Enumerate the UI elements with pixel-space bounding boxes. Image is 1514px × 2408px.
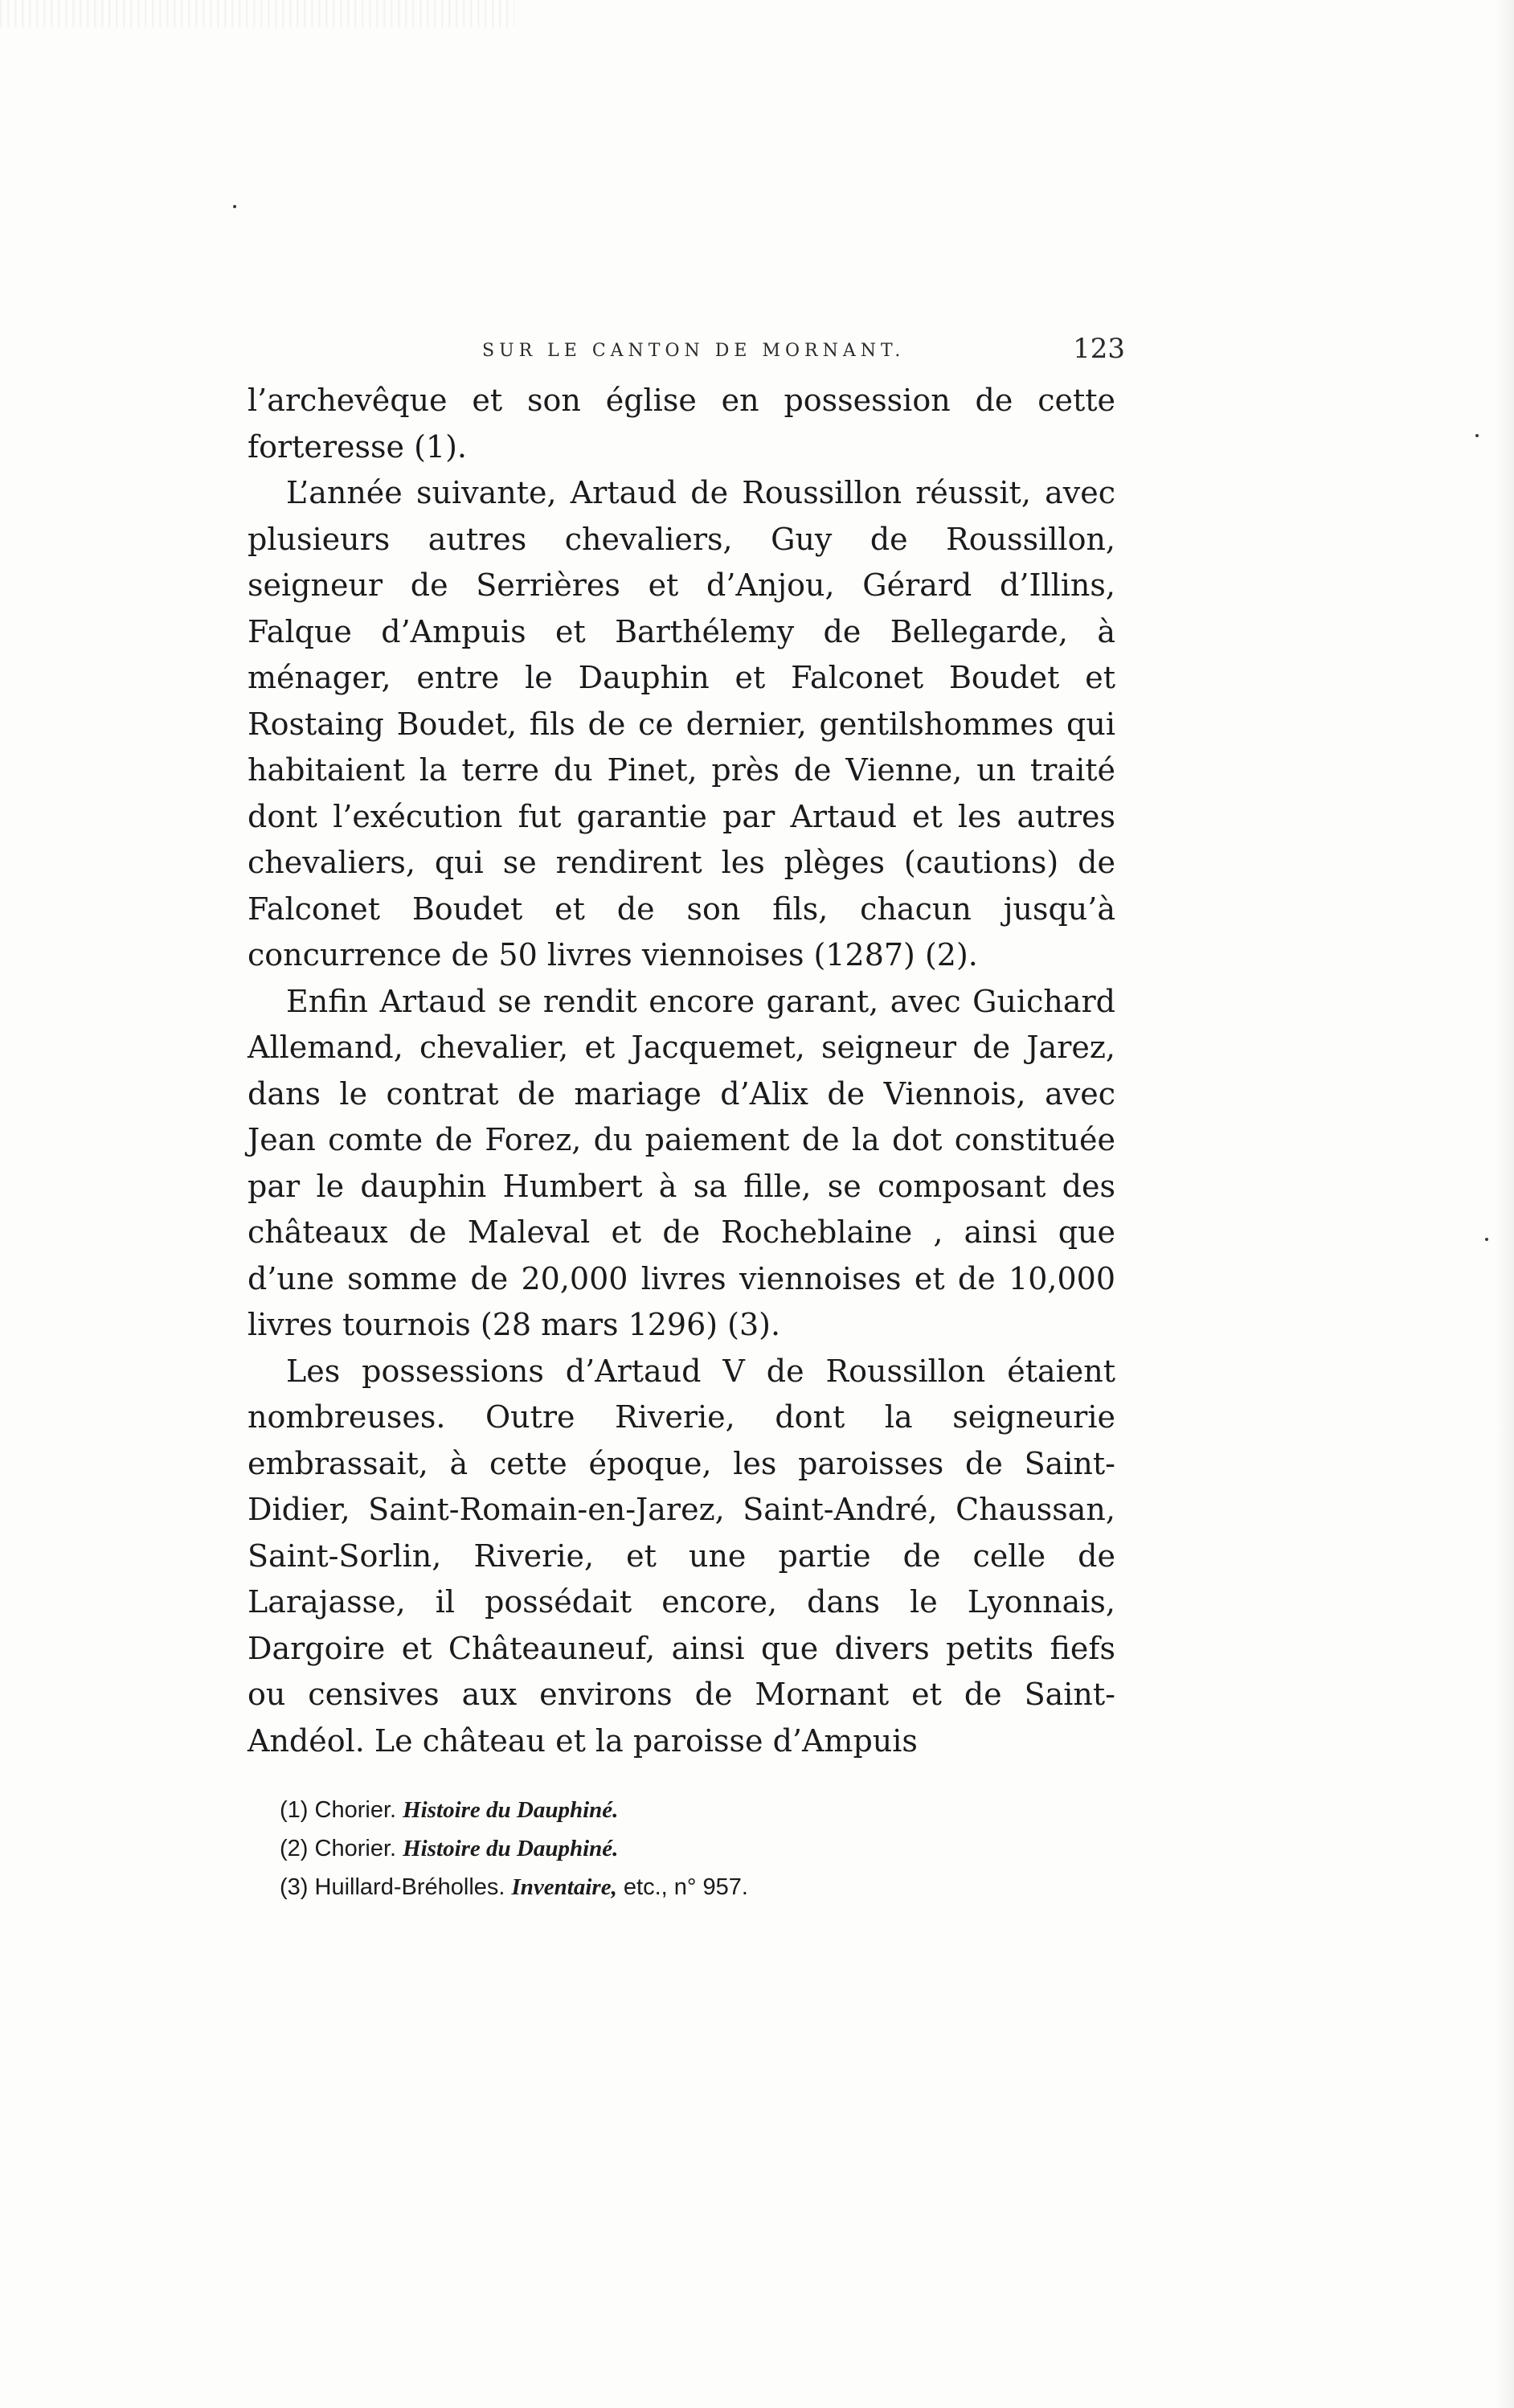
paragraph-1: l’archevêque et son église en possession de cette forteresse (1). — [248, 383, 1115, 465]
footnote-title: Histoire du Dauphiné. — [403, 1797, 619, 1823]
body-text — [248, 378, 1115, 1764]
footnote-2 — [280, 1829, 987, 1868]
footnote-title: Histoire du Dauphiné. — [403, 1836, 619, 1861]
scan-speck — [233, 205, 236, 208]
footnote-number: (2) — [280, 1836, 309, 1861]
footnote-title: Inventaire, — [511, 1874, 617, 1900]
footnote-number: (3) — [280, 1874, 309, 1900]
footnote-rest: etc., n° 957. — [623, 1874, 748, 1900]
footnote-author: Huillard-Bréholles. — [314, 1874, 505, 1900]
footnotes — [280, 1791, 987, 1906]
scan-speck — [1485, 1238, 1488, 1241]
running-head: SUR LE CANTON DE MORNANT. — [482, 341, 906, 361]
footnote-author: Chorier. — [314, 1836, 397, 1861]
footnote-author: Chorier. — [314, 1797, 397, 1823]
scan-edge-shadow — [1496, 0, 1514, 2408]
footnote-3 — [280, 1868, 987, 1906]
paragraph-2: L’année suivante, Artaud de Roussillon réussit, avec plusieurs autres chevaliers, Guy de Roussillon, seigneur de Serrières et d’Anjou, Gérard d’Illins, Falque d’Ampuis et Barthélemy de Bellegarde, à ménager, entre le Dauphin et Falconet Boudet et Rostaing Boudet, fils de ce dernier, gentilshommes qui habitaient la terre du Pinet, près de Vienne, un traité dont l’exécution fut garantie par Artaud et les autres chevaliers, qui se rendirent les plèges (cautions) de Falconet Boudet et de son fils, chacun jusqu’à concurrence de 50 livres viennoises (1287) (2). — [248, 475, 1115, 973]
page-number: 123 — [1073, 333, 1125, 365]
footnote-number: (1) — [280, 1797, 309, 1823]
page-header — [482, 331, 1125, 371]
scan-speck — [1475, 434, 1479, 437]
scan-edge-artifact — [0, 0, 514, 27]
paragraph-4: Les possessions d’Artaud V de Roussillon étaient nombreuses. Outre Riverie, dont la seigneurie embrassait, à cette époque, les paroisses de Saint-Didier, Saint-Romain-en-Jarez, Saint-André, Chaussan, Saint-Sorlin, Riverie, et une partie de celle de Larajasse, il possédait encore, dans le Lyonnais, Dargoire et Châteauneuf, ainsi que divers petits fiefs ou censives aux environs de Mornant et de Saint-Andéol. Le château et la paroisse d’Ampuis — [248, 1353, 1115, 1759]
footnote-1 — [280, 1791, 987, 1829]
paragraph-3: Enfin Artaud se rendit encore garant, avec Guichard Allemand, chevalier, et Jacquemet, seigneur de Jarez, dans le contrat de mariage d’Alix de Viennois, avec Jean comte de Forez, du paiement de la dot constituée par le dauphin Humbert à sa fille, se composant des châteaux de Maleval et de Rocheblaine , ainsi que d’une somme de 20,000 livres viennoises et de 10,000 livres tournois (28 mars 1296) (3). — [248, 983, 1115, 1342]
